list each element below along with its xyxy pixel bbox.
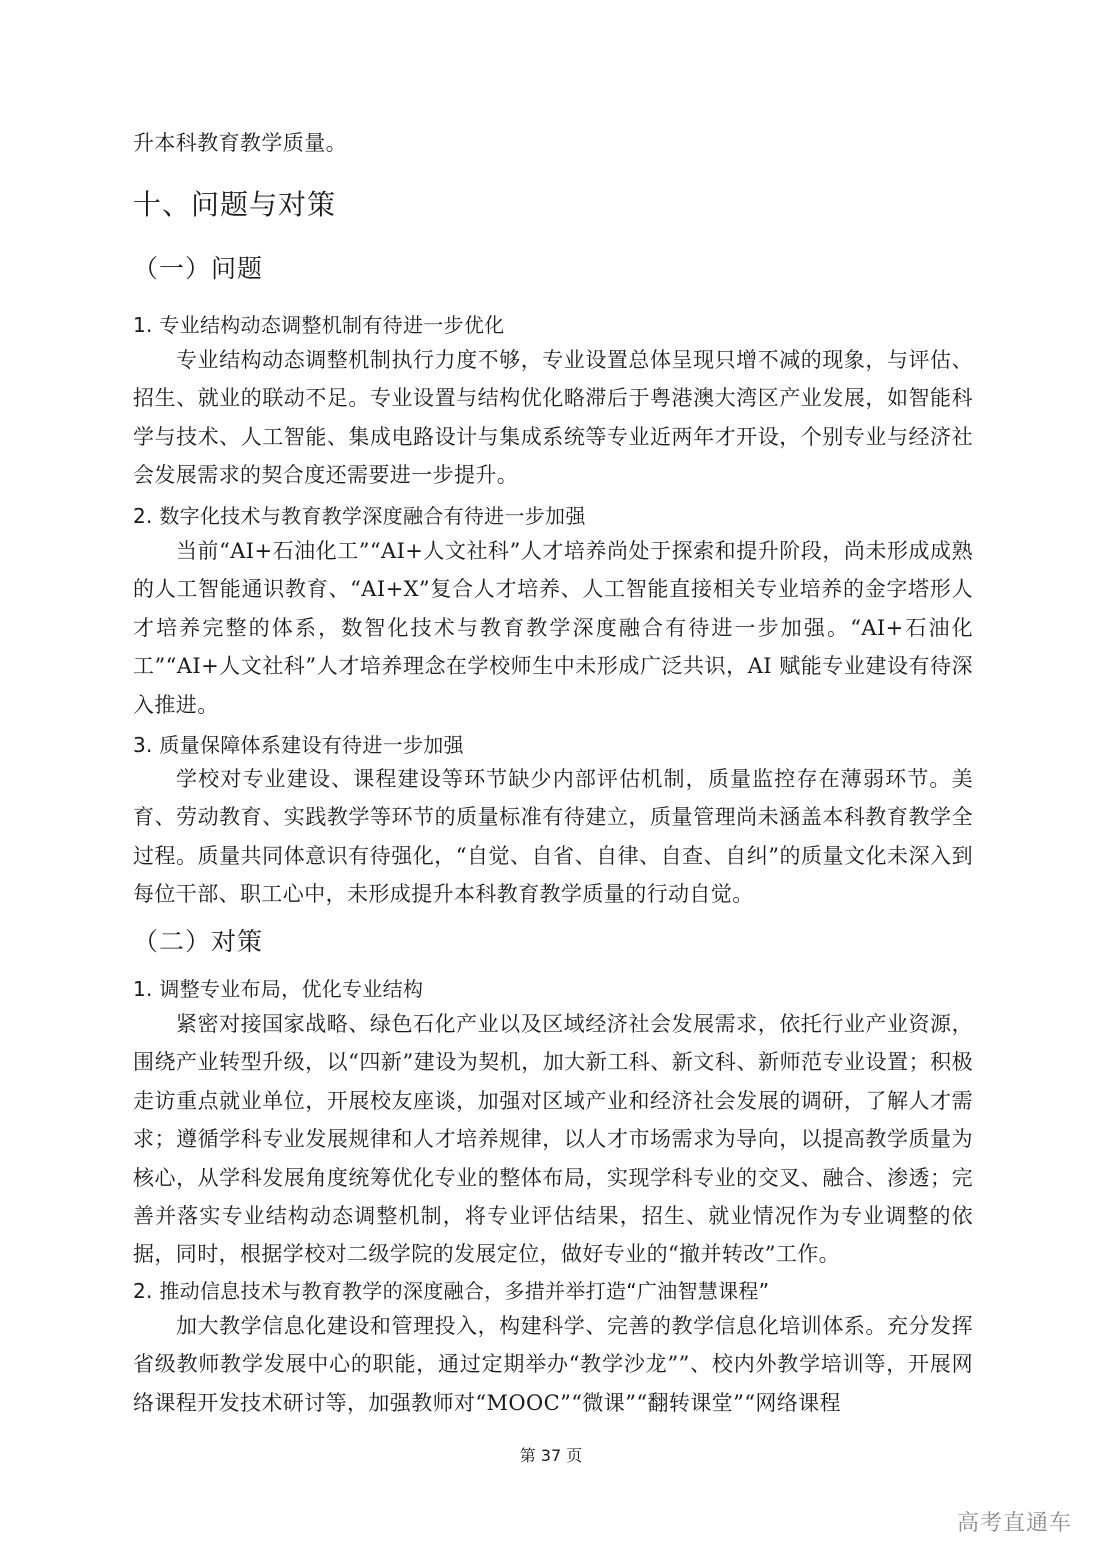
- measure-1-body: 紧密对接国家战略、绿色石化产业以及区域经济社会发展需求，依托行业产业资源，围绕产业转型升级，以“四新”建设为契机，加大新工科、新文科、新师范专业设置；积极走访重点就业单位，开展校友座谈，加强对区域产业和经济社会发展的调研，了解人才需求；遵循学科专业发展规律和人才培养规律，以人才市场需求为导向，以提高教学质量为核心，从学科发展角度统筹优化专业的整体布局，实现学科专业的交叉、融合、渗透；完善并落实专业结构动态调整机制，将专业评估结果，招生、就业情况作为专业调整的依据，同时，根据学校对二级学院的发展定位，做好专业的“撤并转改”工作。: [133, 1012, 973, 1267]
- problem-2-title: 2. 数字化技术与教育教学深度融合有待进一步加强: [133, 504, 586, 528]
- problem-1-title: 1. 专业结构动态调整机制有待进一步优化: [133, 313, 505, 337]
- measures-heading: （二）对策: [133, 927, 264, 956]
- measure-2-title: 2. 推动信息技术与教育教学的深度融合，多措并举打造“广油智慧课程”: [133, 1279, 770, 1303]
- page-number: 第 37 页: [519, 1446, 583, 1465]
- problem-3-title: 3. 质量保障体系建设有待进一步加强: [133, 733, 464, 757]
- problem-1-body: 专业结构动态调整机制执行力度不够，专业设置总体呈现只增不减的现象，与评估、招生、就业的联动不足。专业设置与结构优化略滞后于粤港澳大湾区产业发展，如智能科学与技术、人工智能、集成电路设计与集成系统等专业近两年才开设，个别专业与经济社会发展需求的契合度还需要进一步提升。: [133, 348, 973, 488]
- measure-2-body: 加大教学信息化建设和管理投入，构建科学、完善的教学信息化培训体系。充分发挥省级教师教学发展中心的职能，通过定期举办“教学沙龙””、校内外教学培训等，开展网络课程开发技术研讨等，加强教师对“MOOC”“微课”“翻转课堂”“网络课程: [133, 1314, 973, 1415]
- problems-heading: （一）问题: [133, 254, 264, 283]
- watermark: 高考直通车: [956, 1511, 1072, 1536]
- section-title: 十、问题与对策: [133, 188, 337, 221]
- intro-tail-paragraph: 升本科教育教学质量。: [133, 131, 347, 155]
- measure-1-title: 1. 调整专业布局，优化专业结构: [133, 977, 424, 1001]
- problem-3-body: 学校对专业建设、课程建设等环节缺少内部评估机制，质量监控存在薄弱环节。美育、劳动教育、实践教学等环节的质量标准有待建立，质量管理尚未涵盖本科教育教学全过程。质量共同体意识有待强化，“自觉、自省、自律、自查、自纠”的质量文化未深入到每位干部、职工心中，未形成提升本科教育教学质量的行动自觉。: [133, 767, 973, 907]
- problem-2-body: 当前“AI+石油化工”“AI+人文社科”人才培养尚处于探索和提升阶段，尚未形成成熟的人工智能通识教育、“AI+X”复合人才培养、人工智能直接相关专业培养的金字塔形人才培养完整的体系，数智化技术与教育教学深度融合有待进一步加强。“AI+石油化工”“AI+人文社科”人才培养理念在学校师生中未形成广泛共识，AI 赋能专业建设有待深入推进。: [133, 539, 973, 717]
